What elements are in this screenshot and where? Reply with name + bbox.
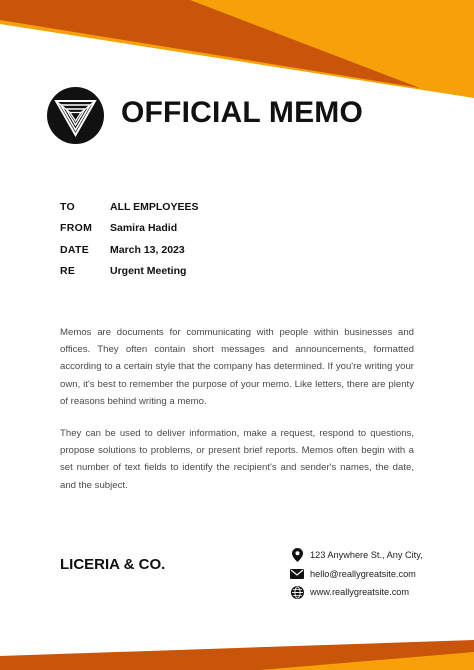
page-title: OFFICIAL MEMO (121, 96, 364, 129)
memo-field-label: FROM (60, 222, 93, 235)
contact-address (290, 546, 423, 565)
address-text: 123 Anywhere St., Any City, (310, 550, 423, 561)
company-name: LICERIA & CO. (60, 556, 166, 573)
memo-field-label: RE (60, 265, 76, 278)
website-link[interactable]: www.reallygreatsite.com (310, 587, 410, 598)
memo-field-value: Samira Hadid (110, 222, 178, 235)
contact-block (290, 546, 423, 602)
contact-email (290, 565, 423, 584)
memo-field-label: DATE (60, 243, 90, 256)
body-paragraph-1: Memos are documents for communicating with people within businesses and offices. They often contain short messages and announcements, formatted according to a certain style that the company has determined. If you're writing your own, it's best to remember the purpose of your memo. Like letters, there are plenty of reasons behind writing a memo. (60, 327, 414, 407)
body-paragraph-2: They can be used to deliver information, make a request, respond to questions, propose solutions to problems, or present brief reports. Memos often begin with a set number of text fields to identify the recipient's and sender's names, the date, and the subject. (60, 428, 414, 491)
memo-field-value: Urgent Meeting (110, 265, 187, 278)
memo-field-value: ALL EMPLOYEES (110, 200, 199, 213)
memo-field-from (60, 218, 199, 240)
location-pin-icon (290, 548, 304, 562)
memo-field-value: March 13, 2023 (110, 243, 185, 256)
contact-website (290, 583, 423, 602)
email-link[interactable]: hello@reallygreatsite.com (310, 568, 416, 579)
globe-icon (290, 585, 304, 599)
memo-field-to (60, 196, 199, 218)
memo-fields (60, 196, 199, 282)
memo-field-date (60, 239, 199, 261)
triangle-spiral-logo-icon (47, 87, 104, 144)
memo-field-re (60, 261, 199, 283)
envelope-icon (290, 567, 304, 581)
memo-field-label: TO (60, 200, 75, 213)
